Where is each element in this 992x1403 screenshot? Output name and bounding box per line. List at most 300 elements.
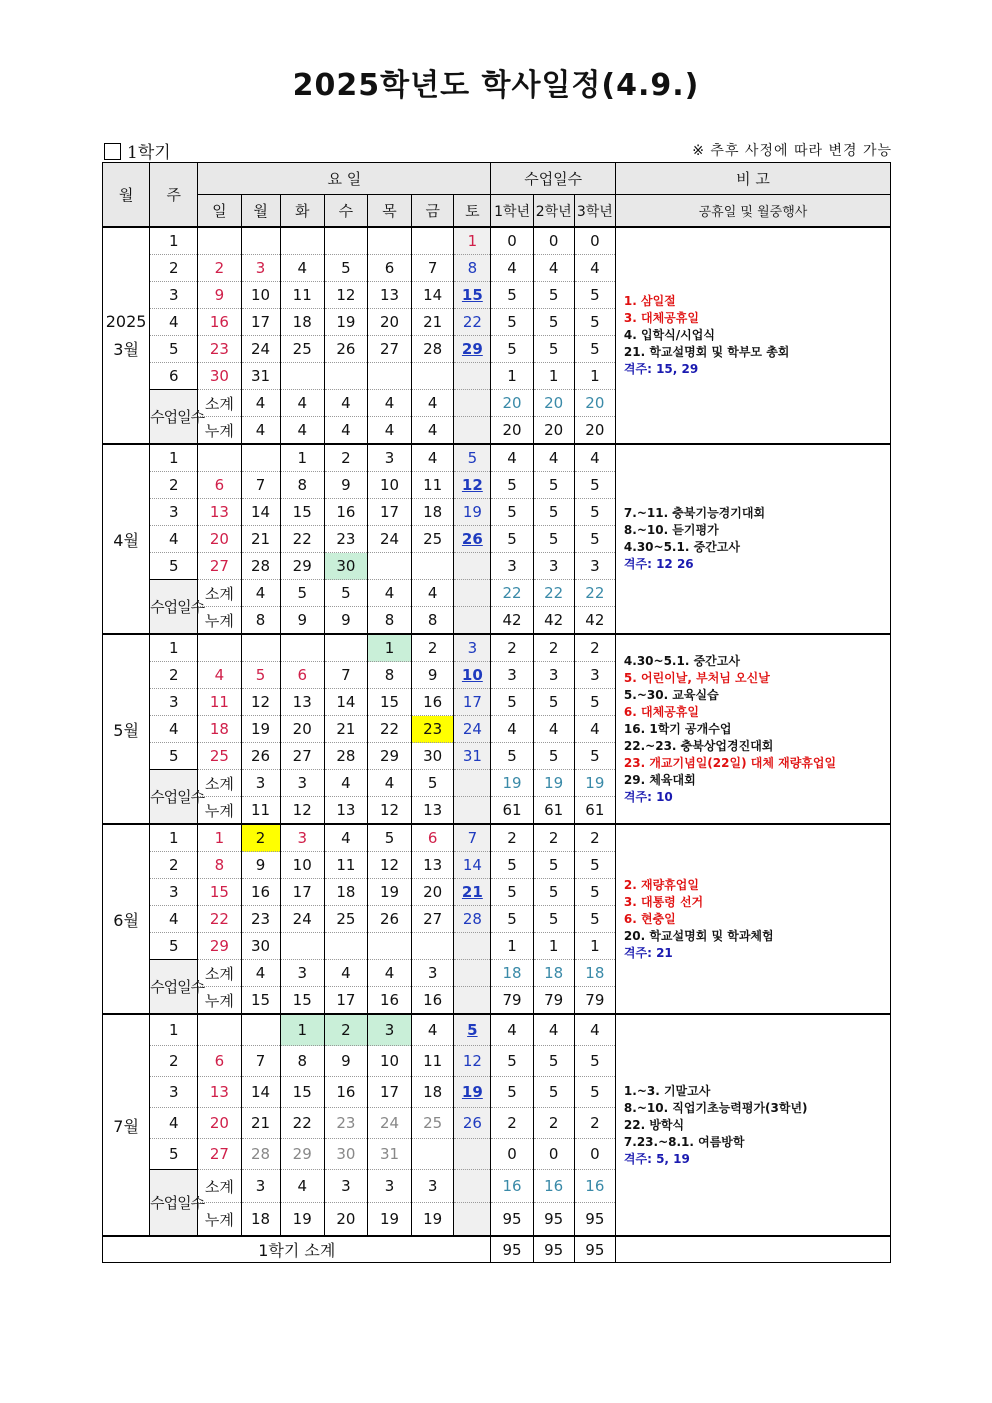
- subtotal-grade: 16: [574, 1170, 615, 1203]
- grade-days: 5: [533, 1077, 574, 1108]
- day-number: 27: [209, 557, 229, 575]
- grade-days: 2: [533, 634, 574, 662]
- day-number: 11: [209, 693, 229, 711]
- week-number: 2: [150, 255, 198, 282]
- grade-days: 0: [491, 227, 533, 255]
- cumulative-sat: [454, 417, 491, 445]
- cumulative-grade: 95: [491, 1203, 533, 1237]
- header-day: 월: [241, 195, 280, 228]
- day-number: 25: [209, 747, 229, 765]
- week-number: 5: [150, 1139, 198, 1170]
- day-cell: [198, 662, 241, 689]
- day-cell: [324, 852, 367, 879]
- day-cell: [367, 1014, 411, 1046]
- note-line: 7.23.~8.1. 여름방학: [623, 1134, 745, 1149]
- grade-days: 4: [491, 1014, 533, 1046]
- day-cell: [367, 824, 411, 852]
- day-number: 1: [297, 1021, 307, 1039]
- grade-days: 5: [533, 309, 574, 336]
- day-number: 27: [209, 1145, 229, 1163]
- day-cell: [367, 499, 411, 526]
- day-number: 24: [379, 530, 400, 548]
- day-number: 25: [292, 340, 312, 358]
- grade-days: 1: [491, 933, 533, 960]
- day-cell: [198, 309, 241, 336]
- subtotal-label: 소계: [198, 770, 241, 797]
- day-number: 31: [379, 1145, 400, 1163]
- day-cell: [198, 716, 241, 743]
- day-cell: [324, 1046, 367, 1077]
- day-cell: [241, 1046, 280, 1077]
- cumulative-sat: [454, 607, 491, 635]
- cumulative-value: 4: [412, 417, 454, 445]
- day-number: 27: [379, 340, 400, 358]
- grade-days: 5: [574, 499, 615, 526]
- day-cell: [367, 879, 411, 906]
- day-number: 15: [379, 693, 400, 711]
- day-number: 17: [379, 503, 400, 521]
- day-number: 30: [423, 747, 443, 765]
- day-cell: [280, 852, 324, 879]
- grade-days: 4: [533, 1014, 574, 1046]
- day-cell: [198, 1077, 241, 1108]
- day-number: 12: [336, 286, 356, 304]
- day-cell: [454, 526, 491, 553]
- week-number: 5: [150, 553, 198, 580]
- grade-days: 5: [574, 526, 615, 553]
- day-number: 19: [462, 503, 482, 521]
- day-number: 1: [297, 449, 307, 467]
- day-number: 26: [336, 340, 356, 358]
- day-cell: [280, 716, 324, 743]
- cumulative-value: 4: [324, 417, 367, 445]
- day-cell: [324, 526, 367, 553]
- header-day: 수: [324, 195, 367, 228]
- day-number: 14: [336, 693, 356, 711]
- day-cell: [454, 743, 491, 770]
- day-cell: [324, 634, 367, 662]
- subtotal-value: 4: [367, 390, 411, 417]
- day-number: 13: [292, 693, 312, 711]
- day-number: 5: [341, 259, 351, 277]
- grade-days: 2: [574, 824, 615, 852]
- day-cell: [454, 309, 491, 336]
- day-cell: [241, 444, 280, 472]
- cumulative-sat: [454, 987, 491, 1015]
- note-line: 22.~23. 충북상업경진대회: [623, 738, 774, 753]
- day-cell: [412, 634, 454, 662]
- cumulative-value: 15: [280, 987, 324, 1015]
- day-cell: [412, 879, 454, 906]
- day-cell: [324, 1108, 367, 1139]
- grade-days: 5: [574, 906, 615, 933]
- day-number: 24: [379, 1114, 400, 1132]
- day-number: 16: [423, 693, 443, 711]
- subtotal-value: 4: [280, 1170, 324, 1203]
- day-cell: [412, 309, 454, 336]
- note-line: 격주: 12 26: [623, 557, 694, 571]
- day-number: 4: [341, 829, 351, 847]
- day-number: 25: [336, 910, 356, 928]
- day-number: 28: [336, 747, 356, 765]
- subtotal-label: 소계: [198, 580, 241, 607]
- day-cell: [324, 743, 367, 770]
- day-cell: [280, 879, 324, 906]
- month-label: [103, 634, 150, 824]
- semester-heading: [104, 138, 171, 163]
- day-cell: [280, 1077, 324, 1108]
- grade-days: 2: [491, 634, 533, 662]
- day-cell: [367, 662, 411, 689]
- day-number: 27: [292, 747, 312, 765]
- day-cell: [198, 336, 241, 363]
- header-grade: 2학년: [533, 195, 574, 228]
- grade-days: 4: [533, 444, 574, 472]
- day-cell: [241, 363, 280, 390]
- day-cell: [280, 282, 324, 309]
- subtotal-value: 4: [241, 960, 280, 987]
- day-number: 15: [292, 1083, 312, 1101]
- day-cell: [198, 282, 241, 309]
- subtotal-value: 5: [324, 580, 367, 607]
- header-remarks: 비 고: [615, 163, 890, 195]
- grade-days: 1: [574, 363, 615, 390]
- cumulative-label: 누계: [198, 417, 241, 445]
- day-number: 17: [292, 883, 312, 901]
- day-number: 14: [251, 503, 271, 521]
- cumulative-grade: 95: [574, 1203, 615, 1237]
- subtotal-sat: [454, 1170, 491, 1203]
- subtotal-value: 4: [324, 390, 367, 417]
- note-line: 4.30~5.1. 중간고사: [623, 653, 740, 668]
- cumulative-grade: 61: [574, 797, 615, 825]
- day-number: 20: [292, 720, 312, 738]
- day-cell: [280, 933, 324, 960]
- grade-days: 5: [533, 282, 574, 309]
- school-days-label: 수업일수: [150, 1170, 198, 1237]
- day-cell: [241, 1077, 280, 1108]
- day-cell: [367, 906, 411, 933]
- header-grade: 3학년: [574, 195, 615, 228]
- day-cell: [241, 1139, 280, 1170]
- grade-days: 5: [491, 852, 533, 879]
- semester-total-remarks: [615, 1236, 890, 1263]
- day-cell: [367, 336, 411, 363]
- grade-days: 4: [574, 444, 615, 472]
- grade-days: 4: [491, 444, 533, 472]
- grade-days: 5: [533, 499, 574, 526]
- month-label-line: 2025: [105, 311, 147, 331]
- cumulative-grade: 42: [533, 607, 574, 635]
- week-number: 5: [150, 933, 198, 960]
- day-cell: [367, 1046, 411, 1077]
- day-cell: [412, 933, 454, 960]
- day-number: 20: [379, 313, 400, 331]
- day-cell: [367, 309, 411, 336]
- day-number: 30: [336, 1145, 356, 1163]
- header-school-days: 수업일수: [491, 163, 615, 195]
- day-cell: [280, 1139, 324, 1170]
- day-number: 19: [461, 1083, 483, 1101]
- remarks-notes: [615, 1014, 890, 1236]
- day-number: 17: [251, 313, 271, 331]
- note-line: 29. 체육대회: [623, 772, 696, 787]
- note-line: 격주: 10: [623, 789, 673, 804]
- grade-days: 5: [574, 879, 615, 906]
- day-cell: [241, 282, 280, 309]
- week-number: 6: [150, 363, 198, 390]
- day-cell: [324, 824, 367, 852]
- day-cell: [454, 1077, 491, 1108]
- header-day: 토: [454, 195, 491, 228]
- day-cell: [412, 553, 454, 580]
- day-number: 29: [461, 340, 483, 358]
- day-number: 5: [467, 1021, 478, 1039]
- semester-total-value: 95: [533, 1236, 574, 1263]
- subtotal-grade: 19: [533, 770, 574, 797]
- day-cell: [412, 526, 454, 553]
- header-remarks-sub: 공휴일 및 월중행사: [615, 195, 890, 228]
- week-number: 4: [150, 716, 198, 743]
- week-number: 1: [150, 1014, 198, 1046]
- day-number: 31: [462, 747, 482, 765]
- day-number: 23: [423, 720, 443, 738]
- remarks-notes: [615, 227, 890, 444]
- day-number: 25: [423, 1114, 443, 1132]
- day-number: 22: [292, 530, 312, 548]
- day-cell: [241, 227, 280, 255]
- day-number: 9: [214, 286, 225, 304]
- subtotal-grade: 22: [574, 580, 615, 607]
- school-days-label: 수업일수: [150, 580, 198, 635]
- day-cell: [454, 1139, 491, 1170]
- day-number: 16: [209, 313, 229, 331]
- day-cell: [198, 526, 241, 553]
- day-cell: [454, 1046, 491, 1077]
- day-number: 9: [255, 856, 266, 874]
- subtotal-grade: 20: [491, 390, 533, 417]
- grade-days: 5: [574, 743, 615, 770]
- cumulative-grade: 95: [533, 1203, 574, 1237]
- day-number: 12: [251, 693, 271, 711]
- day-cell: [241, 526, 280, 553]
- school-days-label: 수업일수: [150, 960, 198, 1015]
- day-number: 5: [384, 829, 395, 847]
- day-cell: [241, 933, 280, 960]
- cumulative-value: 17: [324, 987, 367, 1015]
- subtotal-value: 4: [367, 580, 411, 607]
- day-number: 22: [209, 910, 229, 928]
- cumulative-grade: 20: [491, 417, 533, 445]
- day-cell: [324, 933, 367, 960]
- semester-total-label: 1학기 소계: [103, 1236, 491, 1263]
- cumulative-value: 13: [412, 797, 454, 825]
- semester-total-value: 95: [491, 1236, 533, 1263]
- day-cell: [280, 906, 324, 933]
- day-number: 10: [461, 666, 483, 684]
- note-line: 8.~10. 듣기평가: [623, 523, 719, 537]
- day-number: 10: [379, 1052, 400, 1070]
- day-number: 24: [251, 340, 271, 358]
- day-cell: [454, 363, 491, 390]
- day-cell: [324, 662, 367, 689]
- subtotal-sat: [454, 580, 491, 607]
- day-number: 18: [423, 503, 443, 521]
- day-cell: [367, 1077, 411, 1108]
- day-cell: [280, 444, 324, 472]
- grade-days: 3: [533, 553, 574, 580]
- grade-days: 5: [574, 472, 615, 499]
- day-cell: [454, 906, 491, 933]
- header-day: 화: [280, 195, 324, 228]
- note-line: 2. 재량휴업일: [623, 877, 699, 892]
- note-line: 20. 학교설명회 및 학과체험: [623, 928, 774, 943]
- month-label-line: 3월: [113, 339, 139, 359]
- day-cell: [324, 906, 367, 933]
- day-cell: [412, 716, 454, 743]
- note-line: 5.~30. 교육실습: [623, 687, 719, 702]
- note-line: 1. 삼일절: [623, 294, 676, 308]
- day-cell: [454, 662, 491, 689]
- month-label-line: 5월: [113, 720, 139, 740]
- day-number: 16: [251, 883, 271, 901]
- day-number: 6: [214, 1052, 225, 1070]
- cumulative-value: 15: [241, 987, 280, 1015]
- day-cell: [198, 824, 241, 852]
- remarks-notes: [615, 824, 890, 1014]
- cumulative-grade: 42: [574, 607, 615, 635]
- subtotal-value: 4: [412, 580, 454, 607]
- grade-days: 1: [533, 933, 574, 960]
- cumulative-value: 16: [367, 987, 411, 1015]
- day-number: 30: [209, 367, 229, 385]
- day-number: 29: [292, 1145, 312, 1163]
- grade-days: 2: [574, 634, 615, 662]
- day-number: 15: [209, 883, 229, 901]
- grade-days: 3: [491, 662, 533, 689]
- remarks-notes: [615, 444, 890, 634]
- day-cell: [454, 553, 491, 580]
- day-cell: [454, 227, 491, 255]
- cumulative-value: 16: [412, 987, 454, 1015]
- day-number: 12: [461, 476, 483, 494]
- day-number: 26: [251, 747, 271, 765]
- day-cell: [198, 227, 241, 255]
- change-notice: ※ 추후 사정에 따라 변경 가능: [692, 143, 892, 159]
- month-label-line: 4월: [113, 530, 139, 550]
- day-cell: [198, 1108, 241, 1139]
- day-cell: [198, 743, 241, 770]
- note-line: 21. 학교설명회 및 학부모 총회: [623, 345, 790, 359]
- day-cell: [198, 879, 241, 906]
- day-cell: [241, 336, 280, 363]
- grade-days: 5: [533, 879, 574, 906]
- day-number: 5: [255, 666, 266, 684]
- day-number: 22: [462, 313, 482, 331]
- day-cell: [367, 526, 411, 553]
- day-cell: [198, 933, 241, 960]
- cumulative-sat: [454, 797, 491, 825]
- day-cell: [324, 255, 367, 282]
- day-cell: [198, 634, 241, 662]
- note-line: 6. 현충일: [623, 911, 676, 926]
- day-number: 19: [379, 883, 400, 901]
- day-number: 3: [255, 259, 266, 277]
- day-number: 11: [423, 1052, 443, 1070]
- grade-days: 5: [491, 743, 533, 770]
- day-cell: [324, 336, 367, 363]
- day-number: 12: [462, 1052, 482, 1070]
- cumulative-value: 19: [412, 1203, 454, 1237]
- day-number: 11: [336, 856, 356, 874]
- cumulative-grade: 20: [533, 417, 574, 445]
- day-number: 21: [461, 883, 483, 901]
- day-cell: [412, 499, 454, 526]
- day-cell: [280, 662, 324, 689]
- day-cell: [198, 1014, 241, 1046]
- day-cell: [412, 1014, 454, 1046]
- subtotal-value: 3: [412, 1170, 454, 1203]
- week-number: 2: [150, 662, 198, 689]
- day-cell: [367, 255, 411, 282]
- day-number: 7: [467, 829, 478, 847]
- grade-days: 3: [574, 553, 615, 580]
- day-number: 14: [462, 856, 482, 874]
- day-number: 22: [379, 720, 400, 738]
- day-number: 29: [379, 747, 400, 765]
- note-line: 1.~3. 기말고사: [623, 1083, 711, 1098]
- day-number: 11: [423, 476, 443, 494]
- day-cell: [454, 499, 491, 526]
- day-cell: [280, 309, 324, 336]
- day-cell: [241, 472, 280, 499]
- day-cell: [280, 689, 324, 716]
- day-number: 7: [341, 666, 351, 684]
- week-number: 3: [150, 499, 198, 526]
- day-number: 28: [423, 340, 443, 358]
- header-week: 주: [150, 163, 198, 228]
- subtotal-grade: 18: [491, 960, 533, 987]
- day-number: 4: [214, 666, 225, 684]
- day-number: 5: [467, 449, 478, 467]
- day-cell: [454, 879, 491, 906]
- day-cell: [324, 499, 367, 526]
- day-cell: [280, 472, 324, 499]
- week-number: 2: [150, 1046, 198, 1077]
- grade-days: 3: [533, 662, 574, 689]
- subtotal-grade: 20: [533, 390, 574, 417]
- cumulative-grade: 79: [533, 987, 574, 1015]
- day-cell: [367, 689, 411, 716]
- day-number: 1: [214, 829, 225, 847]
- day-cell: [324, 472, 367, 499]
- subtotal-value: 4: [324, 770, 367, 797]
- subtotal-value: 4: [367, 770, 411, 797]
- day-cell: [280, 743, 324, 770]
- week-number: 1: [150, 444, 198, 472]
- week-number: 2: [150, 852, 198, 879]
- day-number: 12: [379, 856, 400, 874]
- grade-days: 4: [574, 716, 615, 743]
- grade-days: 5: [574, 336, 615, 363]
- day-number: 15: [461, 286, 483, 304]
- day-cell: [454, 336, 491, 363]
- day-cell: [280, 227, 324, 255]
- cumulative-value: 12: [367, 797, 411, 825]
- day-number: 21: [251, 1114, 271, 1132]
- day-cell: [324, 716, 367, 743]
- day-number: 9: [341, 476, 351, 494]
